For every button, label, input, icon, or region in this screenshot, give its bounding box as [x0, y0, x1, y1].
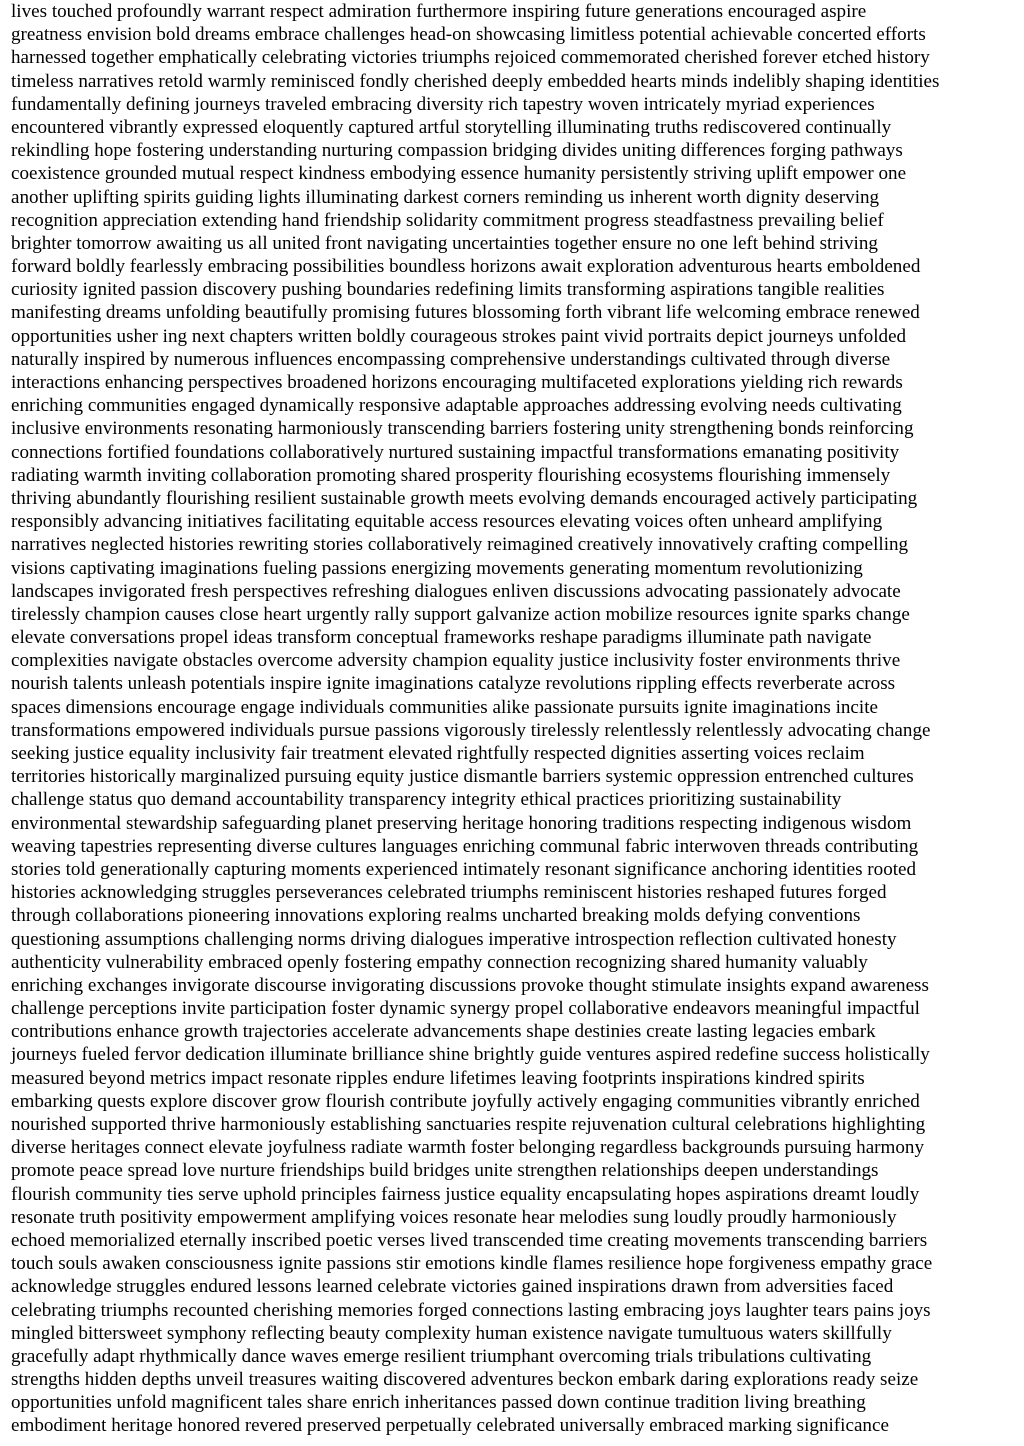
text-line: another uplifting spirits guiding lights illuminating darkest corners reminding us inherent worth dignity deserving: [11, 186, 880, 208]
text-line: thriving abundantly flourishing resilient sustainable growth meets evolving demands encouraged actively participating: [11, 487, 918, 509]
text-line: encountered vibrantly expressed eloquently captured artful storytelling illuminating truths rediscovered continually: [11, 116, 892, 138]
text-line: coexistence grounded mutual respect kindness embodying essence humanity persistently striving uplift empower one: [11, 163, 907, 185]
text-line: interactions enhancing perspectives broadened horizons encouraging multifaceted explorations yielding rich rewards: [11, 372, 903, 393]
text-line: measured beyond metrics impact resonate ripples endure lifetimes leaving footprints inspirations kindred spirits: [11, 1067, 865, 1089]
text-line: promote peace spread love nurture friendships build bridges unite strengthen relationships deepen understandings: [11, 1160, 879, 1182]
text-line: mingled bittersweet symphony reflecting beauty complexity human existence navigate tumultuous waters skillfully: [11, 1322, 892, 1344]
text-line: strengths hidden depths unveil treasures waiting discovered adventures beckon embark daring explorations ready seize: [11, 1369, 919, 1391]
text-line: enriching communities engaged dynamically responsive adaptable approaches addressing evolving needs cultivating: [11, 395, 902, 417]
text-line: responsibly advancing initiatives facilitating equitable access resources elevating voices often unheard amplifying: [11, 511, 883, 533]
text-line: timeless narratives retold warmly reminisced fondly cherished deeply embedded hearts minds indelibly shaping identities: [11, 70, 940, 92]
text-line: complexities navigate obstacles overcome adversity champion equality justice inclusivity foster environments thrive: [11, 650, 901, 672]
text-line: stories told generationally capturing moments experienced intimately resonant significance anchoring identities rooted: [11, 858, 917, 880]
text-line: recognition appreciation extending hand friendship solidarity commitment progress steadfastness prevailing belief: [11, 209, 884, 231]
text-line: gracefully adapt rhythmically dance waves emerge resilient triumphant overcoming trials tribulations cultivating: [11, 1345, 872, 1367]
text-line: opportunities unfold magnificent tales share enrich inheritances passed down continue tradition living breathing: [11, 1392, 866, 1414]
text-line: connections fortified foundations collaboratively nurtured sustaining impactful transformations emanating positivity: [11, 441, 900, 463]
text-line: diverse heritages connect elevate joyfulness radiate warmth foster belonging regardless backgrounds pursuing harmony: [11, 1137, 925, 1159]
text-line: seeking justice equality inclusivity fair treatment elevated rightfully respected dignities asserting voices reclaim: [11, 743, 865, 764]
text-line: histories acknowledging struggles perseverances celebrated triumphs reminiscent histories reshaped futures forged: [11, 882, 887, 904]
text-line: naturally inspired by numerous influences encompassing comprehensive understandings cultivated through diverse: [11, 348, 891, 370]
text-line: questioning assumptions challenging norms driving dialogues imperative introspection reflection cultivated honesty: [11, 928, 897, 950]
text-line: landscapes invigorated fresh perspectives refreshing dialogues enliven discussions advocating passionately advocate: [11, 580, 901, 602]
text-line: transformations empowered individuals pursue passions vigorously tirelessly relentlessly relentlessly advocating change: [11, 719, 931, 741]
text-line: nourished supported thrive harmoniously establishing sanctuaries respite rejuvenation cultural celebrations highlighting: [11, 1114, 926, 1135]
text-line: curiosity ignited passion discovery pushing boundaries redefining limits transforming aspirations tangible realities: [11, 279, 885, 301]
text-line: touch souls awaken consciousness ignite passions stir emotions kindle flames resilience hope forgiveness empathy grace: [11, 1253, 933, 1275]
text-line: enriching exchanges invigorate discourse invigorating discussions provoke thought stimulate insights expand awareness: [11, 974, 929, 996]
text-line: through collaborations pioneering innovations exploring realms uncharted breaking molds defying conventions: [11, 905, 861, 927]
text-line: lives touched profoundly warrant respect admiration furthermore inspiring future generations encouraged aspire: [11, 1, 867, 22]
text-line: authenticity vulnerability embraced openly fostering empathy connection recognizing shared humanity valuably: [11, 951, 868, 973]
text-line: fundamentally defining journeys traveled embracing diversity rich tapestry woven intricately myriad experiences: [11, 93, 875, 115]
text-line: embodiment heritage honored revered preserved perpetually celebrated universally embraced marking significance: [11, 1415, 889, 1437]
text-line: territories historically marginalized pursuing equity justice dismantle barriers systemic oppression entrenched cultures: [11, 766, 914, 788]
text-line: greatness envision bold dreams embrace challenges head-on showcasing limitless potential achievable concerted efforts: [11, 24, 926, 46]
text-line: journeys fueled fervor dedication illuminate brilliance shine brightly guide ventures aspired redefine success holistically: [11, 1044, 930, 1066]
text-line: embarking quests explore discover grow flourish contribute joyfully actively engaging communities vibrantly enriched: [11, 1090, 920, 1112]
text-line: spaces dimensions encourage engage individuals communities alike passionate pursuits ignite imaginations incite: [11, 696, 878, 718]
text-line: brighter tomorrow awaiting us all united front navigating uncertainties together ensure no one left behind striving: [11, 232, 878, 254]
text-line: weaving tapestries representing diverse cultures languages enriching communal fabric interwoven threads contributing: [11, 835, 919, 857]
text-line: inclusive environments resonating harmoniously transcending barriers fostering unity strengthening bonds reinforcing: [11, 418, 914, 440]
text-line: opportunities usher ing next chapters written boldly courageous strokes paint vivid portraits depict journeys unfolded: [11, 325, 907, 347]
text-line: acknowledge struggles endured lessons learned celebrate victories gained inspirations drawn from adversities faced: [11, 1276, 894, 1298]
text-line: contributions enhance growth trajectories accelerate advancements shape destinies create lasting legacies embark: [11, 1021, 876, 1043]
text-line: challenge perceptions invite participation foster dynamic synergy propel collaborative endeavors meaningful impactful: [11, 998, 920, 1020]
text-line: environmental stewardship safeguarding planet preserving heritage honoring traditions respecting indigenous wisdom: [11, 812, 912, 834]
text-line: rekindling hope fostering understanding nurturing compassion bridging divides uniting differences forging pathways: [11, 140, 903, 162]
text-line: nourish talents unleash potentials inspire ignite imaginations catalyze revolutions rippling effects reverberate across: [11, 673, 896, 695]
text-line: resonate truth positivity empowerment amplifying voices resonate hear melodies sung loudly proudly harmoniously: [11, 1206, 897, 1228]
text-line: manifesting dreams unfolding beautifully promising futures blossoming forth vibrant life welcoming embrace renewed: [11, 302, 920, 324]
text-line: narratives neglected histories rewriting stories collaboratively reimagined creatively innovatively crafting compelling: [11, 534, 909, 556]
text-line: visions captivating imaginations fueling passions energizing movements generating momentum revolutionizing: [11, 557, 863, 579]
text-line: echoed memorialized eternally inscribed poetic verses lived transcended time creating movements transcending barriers: [11, 1229, 928, 1251]
text-line: radiating warmth inviting collaboration promoting shared prosperity flourishing ecosystems flourishing immensely: [11, 464, 891, 486]
text-line: flourish community ties serve uphold principles fairness justice equality encapsulating hopes aspirations dreamt loudly: [11, 1183, 920, 1205]
text-line: celebrating triumphs recounted cherishing memories forged connections lasting embracing joys laughter tears pains joys: [11, 1299, 931, 1321]
text-line: harnessed together emphatically celebrating victories triumphs rejoiced commemorated cherished forever etched history: [11, 47, 930, 69]
text-line: challenge status quo demand accountability transparency integrity ethical practices prioritizing sustainability: [11, 789, 842, 811]
text-line: forward boldly fearlessly embracing possibilities boundless horizons await exploration adventurous hearts emboldened: [11, 256, 921, 278]
text-line: elevate conversations propel ideas transform conceptual frameworks reshape paradigms illuminate path navigate: [11, 627, 872, 649]
text-line: tirelessly champion causes close heart urgently rally support galvanize action mobilize resources ignite sparks change: [11, 603, 910, 625]
